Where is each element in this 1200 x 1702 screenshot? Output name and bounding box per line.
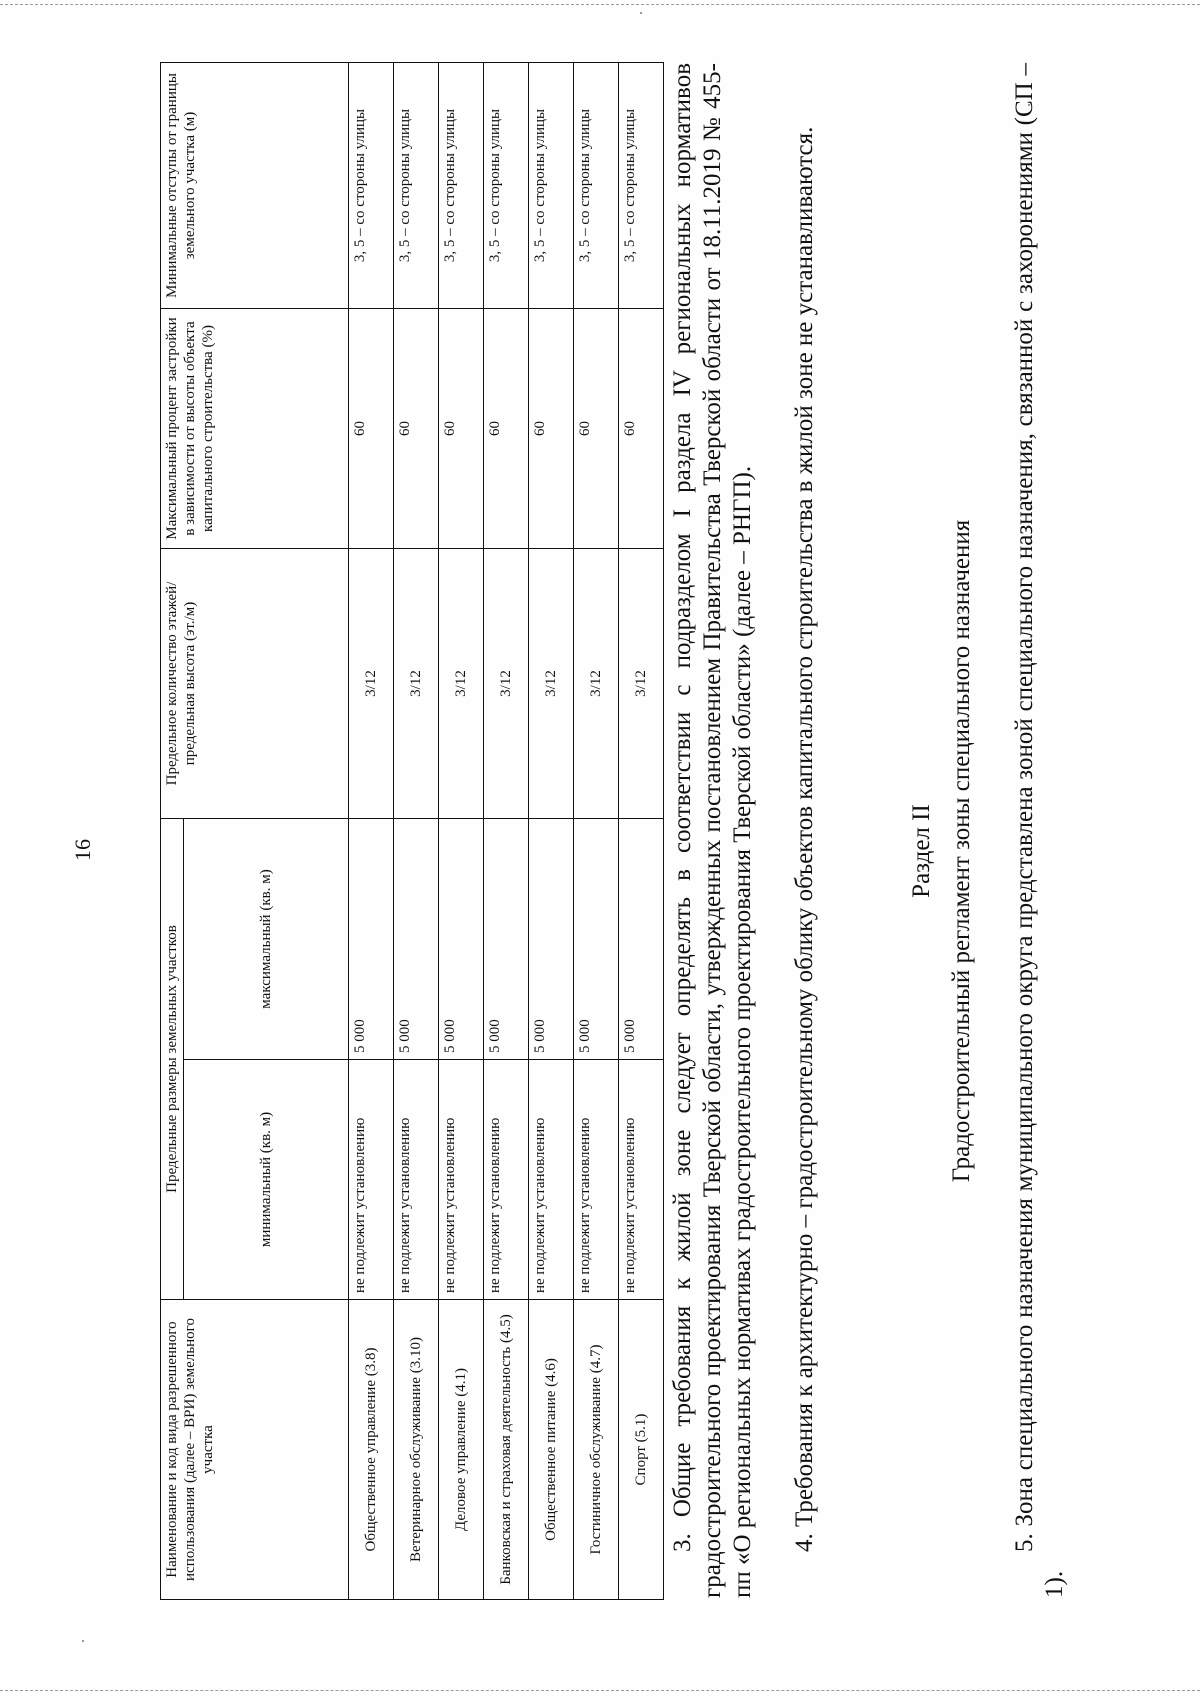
header-plot-sizes: Предельные размеры земельных участков [161,819,184,1300]
table-row [619,63,664,1600]
cell-coverage: 60 [619,309,664,549]
cell-floors-height: 3/12 [484,549,529,819]
section-title: Градостроительный регламент зоны специального назначения [948,519,975,1183]
cell-floors-height: 3/12 [574,549,619,819]
cell-coverage: 60 [394,309,439,549]
cell-vri-name: Общественное управление (3.8) [349,1300,394,1600]
cell-max-size: 5 000 [529,819,574,1060]
table-row [529,63,574,1600]
cell-min-size: не подлежит установлению [529,1060,574,1300]
cell-vri-name: Гостиничное обслуживание (4.7) [574,1300,619,1600]
cell-min-size: не подлежит установлению [439,1060,484,1300]
header-vri-name: Наименование и код вида разрешенного использования (далее – ВРИ) земельного участка [161,1300,349,1600]
cell-coverage: 60 [349,309,394,549]
cell-min-size: не подлежит установлению [619,1060,664,1300]
cell-setback: 3, 5 – со стороны улицы [484,63,529,309]
paragraph-5-text: 5. Зона специального назначения муниципального округа представлена зоной специального назначения, связанной с захоронениями (СП – 1). [1011,63,1068,1598]
header-coverage: Максимальный процент застройки в зависимости от высоты объекта капитального строительства (%) [161,309,349,549]
header-min-size: минимальный (кв. м) [184,1060,349,1300]
paragraph-4-text: 4. Требования к архитектурно – градостроительному облику объектов капитального строительства в жилой зоне не устанавливаются. [791,126,818,1552]
section-number: Раздел II [908,804,935,898]
page-number: 16 [70,839,95,861]
cell-setback: 3, 5 – со стороны улицы [619,63,664,309]
paragraph-special-zone [1010,63,1070,1598]
cell-setback: 3, 5 – со стороны улицы [349,63,394,309]
regulation-table [160,62,664,1600]
cell-max-size: 5 000 [574,819,619,1060]
cell-coverage: 60 [439,309,484,549]
cell-vri-name: Общественное питание (4.6) [529,1300,574,1600]
table-row [349,63,394,1600]
cell-coverage: 60 [529,309,574,549]
table-row [484,63,529,1600]
cell-max-size: 5 000 [484,819,529,1060]
cell-setback: 3, 5 – со стороны улицы [394,63,439,309]
cell-coverage: 60 [574,309,619,549]
paragraph-3-text: 3. Общие требования к жилой зоне следует определять в соответствии с подразделом I раздела IV региональных нормативов градостроительного проектирования Тверской области, утвержденных постановлением Правительства Тверской области от 18.11.2019 № 455-пп «О региональных нормативах градостроительного проектирования Тверской области» (далее – РНГП). [669,63,756,1598]
paragraph-architectural-requirements [790,63,820,1598]
cell-vri-name: Спорт (5.1) [619,1300,664,1600]
header-max-size: максимальный (кв. м) [184,819,349,1060]
cell-min-size: не подлежит установлению [349,1060,394,1300]
cell-floors-height: 3/12 [349,549,394,819]
cell-max-size: 5 000 [394,819,439,1060]
cell-coverage: 60 [484,309,529,549]
cell-max-size: 5 000 [619,819,664,1060]
cell-max-size: 5 000 [439,819,484,1060]
table-row [394,63,439,1600]
cell-floors-height: 3/12 [394,549,439,819]
table-row [574,63,619,1600]
cell-setback: 3, 5 – со стороны улицы [529,63,574,309]
cell-min-size: не подлежит установлению [484,1060,529,1300]
cell-floors-height: 3/12 [619,549,664,819]
paragraph-general-requirements [668,63,758,1598]
cell-setback: 3, 5 – со стороны улицы [574,63,619,309]
cell-vri-name: Банковская и страховая деятельность (4.5) [484,1300,529,1600]
cell-vri-name: Ветеринарное обслуживание (3.10) [394,1300,439,1600]
table-row [439,63,484,1600]
cell-vri-name: Деловое управление (4.1) [439,1300,484,1600]
cell-min-size: не подлежит установлению [394,1060,439,1300]
cell-floors-height: 3/12 [529,549,574,819]
cell-max-size: 5 000 [349,819,394,1060]
header-setbacks: Минимальные отступы от границы земельного участка (м) [161,63,349,309]
table-header-row [161,63,184,1600]
cell-setback: 3, 5 – со стороны улицы [439,63,484,309]
cell-floors-height: 3/12 [439,549,484,819]
cell-min-size: не подлежит установлению [574,1060,619,1300]
header-floors-height: Предельное количество этажей/предельная высота (эт./м) [161,549,349,819]
